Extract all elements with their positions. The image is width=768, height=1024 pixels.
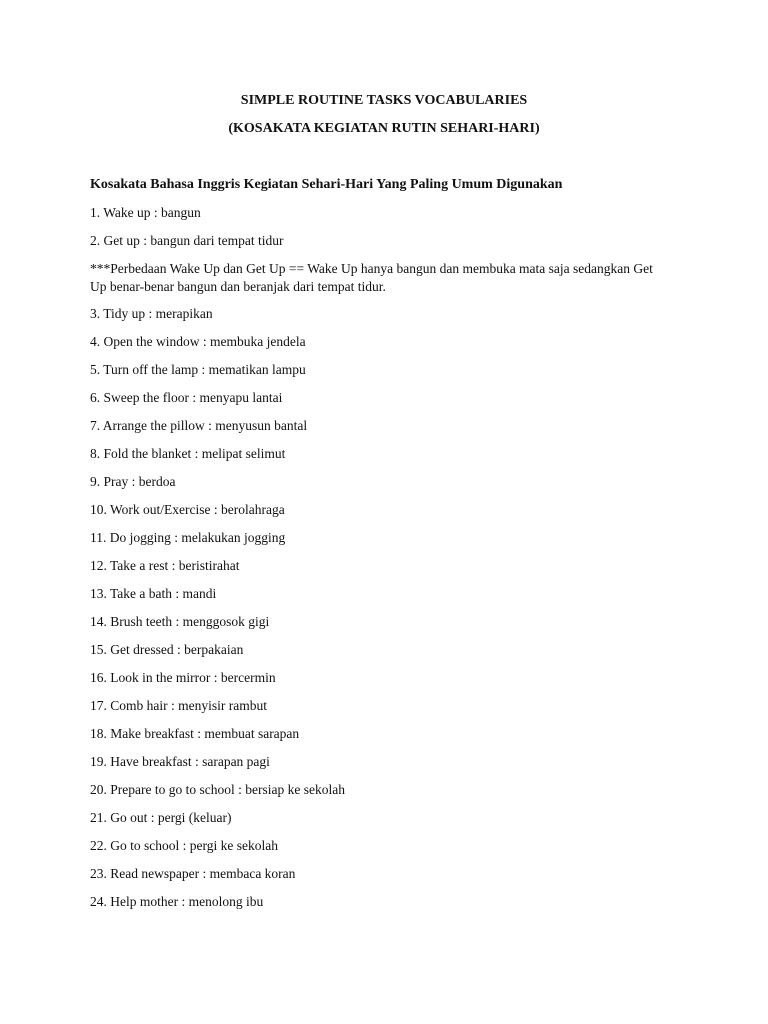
vocab-item: 6. Sweep the floor : menyapu lantai: [90, 390, 283, 405]
note-line: Up benar-benar bangun dan beranjak dari tempat tidur.: [90, 279, 386, 294]
vocab-item: 19. Have breakfast : sarapan pagi: [90, 754, 270, 769]
vocab-item: 22. Go to school : pergi ke sekolah: [90, 838, 278, 853]
vocab-item: 1. Wake up : bangun: [90, 205, 201, 220]
vocab-item: 10. Work out/Exercise : berolahraga: [90, 502, 285, 517]
vocab-item: 3. Tidy up : merapikan: [90, 306, 213, 321]
vocab-item: 9. Pray : berdoa: [90, 474, 176, 489]
vocab-item: 17. Comb hair : menyisir rambut: [90, 698, 267, 713]
vocab-item: 13. Take a bath : mandi: [90, 586, 217, 601]
vocab-item: 21. Go out : pergi (keluar): [90, 810, 232, 825]
vocab-item: 8. Fold the blanket : melipat selimut: [90, 446, 286, 461]
vocab-item: 7. Arrange the pillow : menyusun bantal: [90, 418, 308, 433]
vocab-item: 15. Get dressed : berpakaian: [90, 642, 244, 657]
vocab-item: 18. Make breakfast : membuat sarapan: [90, 726, 300, 741]
vocab-item: 20. Prepare to go to school : bersiap ke sekolah: [90, 782, 345, 797]
vocab-item: 5. Turn off the lamp : mematikan lampu: [90, 362, 306, 377]
vocab-item: 12. Take a rest : beristirahat: [90, 558, 240, 573]
vocab-item: 23. Read newspaper : membaca koran: [90, 866, 296, 881]
document-title: SIMPLE ROUTINE TASKS VOCABULARIES: [240, 93, 528, 108]
vocab-item: 24. Help mother : menolong ibu: [90, 894, 264, 909]
document-subtitle: (KOSAKATA KEGIATAN RUTIN SEHARI-HARI): [228, 121, 540, 136]
section-heading: Kosakata Bahasa Inggris Kegiatan Sehari-Hari Yang Paling Umum Digunakan: [90, 177, 563, 192]
note-paragraph: [90, 260, 690, 296]
vocab-item: 11. Do jogging : melakukan jogging: [90, 530, 286, 545]
vocab-item: 14. Brush teeth : menggosok gigi: [90, 614, 270, 629]
vocab-item: 2. Get up : bangun dari tempat tidur: [90, 233, 284, 248]
vocab-item: 16. Look in the mirror : bercermin: [90, 670, 276, 685]
vocab-item: 4. Open the window : membuka jendela: [90, 334, 306, 349]
note-line: ***Perbedaan Wake Up dan Get Up == Wake Up hanya bangun dan membuka mata saja sedangkan Get: [90, 261, 653, 276]
